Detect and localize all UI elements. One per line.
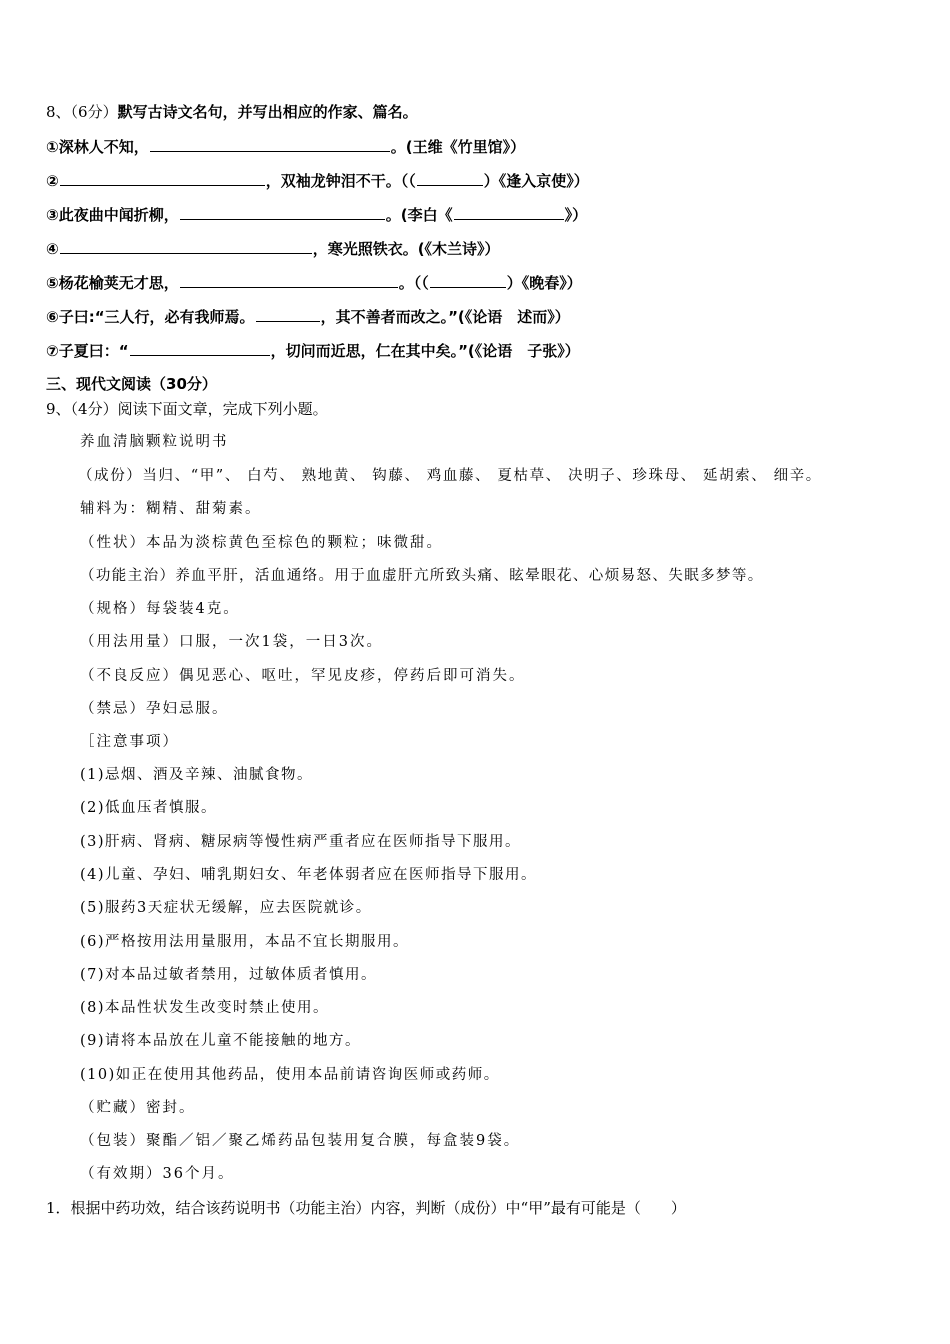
q8-item-6	[46, 306, 570, 327]
article-shelf-life: （有效期）36个月。	[80, 1166, 235, 1182]
article-indications: （功能主治）养血平肝，活血通络。用于血虚肝亢所致头痛、眩晕眼花、心烦易怒、失眠多梦等。	[80, 568, 764, 584]
article-specification: （规格）每袋装4克。	[80, 601, 240, 617]
q8-header	[46, 102, 418, 122]
precaution-item: (8)本品性状发生改变时禁止使用。	[80, 1000, 330, 1016]
answer-blank[interactable]	[256, 306, 320, 322]
article-storage: （贮藏）密封。	[80, 1100, 196, 1116]
precaution-item: (2)低血压者慎服。	[80, 800, 218, 816]
q9-header: 9、（4分）阅读下面文章，完成下列小题。	[46, 400, 328, 418]
title-blank[interactable]	[454, 204, 564, 220]
answer-blank[interactable]	[150, 136, 390, 152]
item-marker: ④	[46, 240, 59, 258]
precaution-item: (6)严格按用法用量服用，本品不宜长期服用。	[80, 934, 410, 950]
verse-after: ，寒光照铁衣。(《木兰诗》）	[312, 240, 500, 258]
q8-item-3	[46, 204, 587, 225]
q8-instruction: 默写古诗文名句，并写出相应的作家、篇名。	[117, 103, 418, 121]
answer-blank[interactable]	[180, 204, 385, 220]
answer-blank[interactable]	[60, 170, 265, 186]
source-close: 》）	[564, 206, 588, 224]
precaution-item: (9)请将本品放在儿童不能接触的地方。	[80, 1033, 362, 1049]
q8-item-4	[46, 238, 500, 259]
item-marker: ⑤	[46, 274, 59, 292]
q8-item-7	[46, 340, 580, 361]
answer-blank[interactable]	[130, 340, 270, 356]
article-properties: （性状）本品为淡棕黄色至棕色的颗粒；味微甜。	[80, 535, 443, 551]
verse-before: 杨花榆荚无才思，	[58, 274, 179, 292]
section-heading: 三、现代文阅读（30分）	[46, 375, 217, 393]
verse-after: 。（（	[398, 274, 429, 292]
source-title: ）《晚春》）	[506, 274, 582, 292]
verse-before: 此夜曲中闻折柳，	[58, 206, 179, 224]
answer-blank[interactable]	[180, 272, 398, 288]
verse-before: 子夏曰：“	[58, 342, 129, 360]
item-marker: ⑥	[46, 308, 59, 326]
q8-item-2	[46, 170, 589, 191]
item-marker: ③	[46, 206, 59, 224]
article-ingredients: （成份）当归、“甲”、 白芍、 熟地黄、 钩藤、 鸡血藤、 夏枯草、 决明子、珍珠母、 延胡索、 细辛。	[78, 468, 822, 484]
precaution-item: (10)如正在使用其他药品，使用本品前请咨询医师或药师。	[80, 1067, 500, 1083]
verse-after: 。(王维《竹里馆》）	[390, 138, 526, 156]
verse-before: 深林人不知，	[58, 138, 149, 156]
article-excipients: 辅料为：糊精、甜菊素。	[80, 501, 262, 517]
source-title: ）《逢入京使》）	[483, 172, 589, 190]
verse-before: 子曰:“三人行，必有我师焉。	[58, 308, 255, 326]
precaution-item: (5)服药3天症状无缓解，应去医院就诊。	[80, 900, 372, 916]
article-contraindications: （禁忌）孕妇忌服。	[80, 701, 229, 717]
verse-after: ，双袖龙钟泪不干。（（	[265, 172, 416, 190]
verse-after: ，其不善者而改之。”(《论语 述而》）	[320, 308, 570, 326]
q8-item-5	[46, 272, 582, 293]
sub-question-1: 1．根据中药功效，结合该药说明书（功能主治）内容，判断（成份）中“甲”最有可能是（ ）	[46, 1199, 686, 1217]
q8-item-1	[46, 136, 525, 157]
author-blank[interactable]	[430, 272, 506, 288]
article-packaging: （包装）聚酯／铝／聚乙烯药品包装用复合膜，每盒装9袋。	[80, 1133, 521, 1149]
verse-after: 。(李白《	[385, 206, 453, 224]
q8-number: 8、（6分）	[46, 103, 118, 121]
item-marker: ⑦	[46, 342, 59, 360]
precaution-item: (3)肝病、肾病、糖尿病等慢性病严重者应在医师指导下服用。	[80, 834, 522, 850]
verse-after: ，切问而近思，仁在其中矣。”(《论语 子张》）	[270, 342, 580, 360]
precaution-item: (4)儿童、孕妇、哺乳期妇女、年老体弱者应在医师指导下服用。	[80, 867, 538, 883]
item-marker: ②	[46, 172, 59, 190]
item-marker: ①	[46, 138, 59, 156]
article-dosage: （用法用量）口服，一次1袋，一日3次。	[80, 634, 383, 650]
article-precautions-heading: ［注意事项）	[80, 734, 179, 750]
answer-blank[interactable]	[60, 238, 312, 254]
article-title: 养血清脑颗粒说明书	[80, 434, 229, 450]
precaution-item: (7)对本品过敏者禁用，过敏体质者慎用。	[80, 967, 378, 983]
author-blank[interactable]	[417, 170, 483, 186]
article-adverse-reactions: （不良反应）偶见恶心、呕吐，罕见皮疹，停药后即可消失。	[80, 668, 526, 684]
precaution-item: (1)忌烟、酒及辛辣、油腻食物。	[80, 767, 314, 783]
